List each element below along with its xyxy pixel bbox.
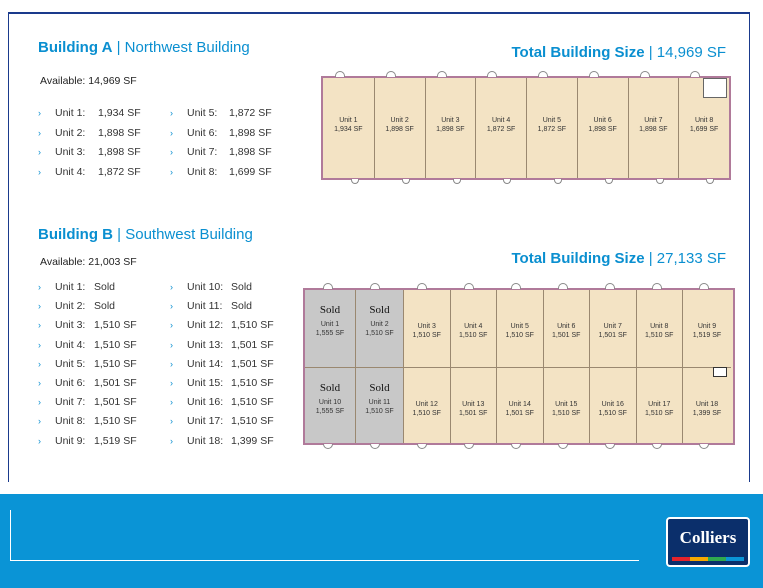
door-icon [690,71,700,77]
unit-label: Unit 2: [55,126,86,139]
unit-size: 1,399 SF [692,409,722,417]
unit-size: 1,510 SF [645,409,674,417]
unit-label: Unit 5: [187,107,218,119]
floor-plan-unit [628,78,679,178]
chevron-right-icon: › [38,339,41,350]
door-icon [335,71,345,77]
unit-value: 1,510 SF [231,377,274,389]
floor-plan-unit [589,367,636,444]
unit-label: Unit 12: [187,319,224,332]
unit-value: 1,510 SF [231,396,274,409]
sold-label: Sold [319,304,341,316]
door-icon [511,283,521,289]
unit-name: Unit 4 [464,323,483,330]
unit-size: 1,501 SF [459,409,488,417]
sold-label: Sold [319,381,341,394]
chevron-right-icon: › [170,378,173,388]
floor-plan-unit [403,290,450,367]
unit-label: Unit 11: [187,300,223,313]
unit-size: 1,510 SF [412,409,441,417]
unit-value: 1,510 SF [231,319,274,332]
chevron-right-icon: › [170,339,173,350]
chevron-right-icon: › [170,147,173,157]
unit-label: Unit 7: [55,396,86,409]
unit-value: Sold [231,300,253,313]
unit-name: Unit 18 [695,400,719,408]
unit-name: Unit 2 [370,321,389,328]
unit-name: Unit 7 [644,117,663,124]
unit-value: 1,872 SF [229,107,272,119]
unit-value: 1,510 SF [94,357,137,370]
unit-name: Unit 6 [557,323,576,330]
floor-plan-unit [355,367,403,444]
door-icon [417,283,427,289]
unit-label: Unit 14: [187,357,224,370]
unit-name: Unit 5 [542,117,562,124]
unit-value: 1,510 SF [94,415,137,428]
unit-value: Sold [231,281,253,293]
building-a-total-size: Total Building Size | 14,969 SF [511,44,726,61]
unit-name: Unit 16 [601,400,624,408]
unit-size: 1,510 SF [412,332,441,339]
unit-size: 1,510 SF [365,330,394,337]
door-icon [640,71,650,77]
unit-name: Unit 9 [697,323,717,330]
sold-label: Sold [369,304,390,316]
unit-value: 1,501 SF [231,357,274,370]
chevron-right-icon: › [38,397,41,408]
logo-stripe-segment [726,557,744,561]
unit-name: Unit 1 [320,321,340,328]
building-a-available: Available: 14,969 SF [40,75,137,87]
floor-plan-unit [323,78,374,178]
unit-label: Unit 15: [187,377,224,389]
chevron-right-icon: › [170,127,173,138]
chevron-right-icon: › [38,166,41,177]
unit-size: 1,934 SF [334,126,363,133]
unit-size: 1,898 SF [588,126,617,133]
unit-name: Unit 11 [368,398,391,406]
floor-plan-unit [496,290,543,367]
floor-plan-unit [543,367,590,444]
unit-label: Unit 6: [187,126,218,139]
unit-name: Unit 6 [593,117,612,124]
unit-label: Unit 1: [55,107,86,119]
unit-label: Unit 3: [55,146,86,158]
unit-value: Sold [94,300,116,313]
floor-plan-unit [355,290,403,367]
unit-name: Unit 5 [510,323,529,330]
unit-value: 1,519 SF [94,434,137,447]
floor-plan-unit [682,367,731,444]
unit-size: 1,519 SF [692,332,722,339]
unit-size: 1,555 SF [315,407,345,415]
unit-label: Unit 9: [55,434,86,447]
unit-name: Unit 12 [415,400,438,408]
unit-label: Unit 17: [187,415,224,428]
chevron-right-icon: › [170,358,173,369]
unit-label: Unit 1: [55,281,86,293]
unit-size: 1,872 SF [486,126,516,133]
unit-size: 1,872 SF [537,126,567,133]
unit-value: 1,501 SF [231,338,274,351]
unit-size: 1,510 SF [598,409,627,417]
floor-plan-unit [589,290,636,367]
unit-name: Unit 10 [318,398,342,406]
door-icon [652,283,662,289]
unit-name: Unit 8 [694,117,714,124]
logo-stripe-segment [708,557,726,561]
unit-name: Unit 4 [491,117,511,124]
unit-size: 1,501 SF [505,409,534,417]
unit-name: Unit 7 [603,323,622,330]
unit-label: Unit 5: [55,357,86,370]
unit-name: Unit 1 [339,117,358,124]
chevron-right-icon: › [38,416,41,427]
unit-label: Unit 4: [55,165,86,178]
unit-value: 1,898 SF [98,146,141,158]
unit-size: 1,510 SF [505,332,534,339]
floor-plan-unit [305,290,355,367]
floor-plan-unit [374,78,425,178]
chevron-right-icon: › [170,397,173,408]
floor-plan-unit [636,367,683,444]
unit-name: Unit 3 [417,323,436,330]
unit-size: 1,898 SF [385,126,414,133]
unit-size: 1,510 SF [552,409,581,417]
chevron-right-icon: › [38,108,41,118]
unit-name: Unit 17 [648,400,671,408]
unit-label: Unit 2: [55,300,86,313]
unit-label: Unit 13: [187,338,224,351]
unit-label: Unit 8: [55,415,86,428]
chevron-right-icon: › [170,320,173,331]
unit-value: 1,501 SF [94,377,137,389]
door-icon [453,179,461,184]
unit-size: 1,898 SF [639,126,668,133]
chevron-right-icon: › [170,166,173,177]
door-icon [437,71,447,77]
unit-label: Unit 8: [187,165,218,178]
chevron-right-icon: › [38,127,41,138]
unit-value: 1,898 SF [229,146,272,158]
chevron-right-icon: › [38,282,41,292]
chevron-right-icon: › [170,435,173,446]
door-icon [589,71,599,77]
floor-plan-unit [425,78,476,178]
door-icon [464,283,474,289]
unit-value: 1,501 SF [94,396,137,409]
unit-size: 1,555 SF [315,330,345,337]
electrical-icon [713,367,727,377]
unit-label: Unit 10: [187,281,224,293]
floor-plan-unit [450,290,497,367]
unit-name: Unit 2 [390,117,409,124]
floor-plan-unit [636,290,683,367]
door-icon [699,283,709,289]
unit-value: 1,510 SF [94,338,137,351]
unit-value: Sold [94,281,116,293]
unit-value: 1,898 SF [98,126,141,139]
chevron-right-icon: › [38,378,41,388]
door-icon [370,283,380,289]
floor-plan-unit [496,367,543,444]
floor-plan-unit [526,78,577,178]
chevron-right-icon: › [170,301,173,312]
unit-name: Unit 8 [650,323,669,330]
chevron-right-icon: › [170,108,173,118]
logo-text: Colliers [679,528,737,547]
unit-name: Unit 3 [441,117,460,124]
unit-size: 1,501 SF [552,332,581,339]
door-icon [605,283,615,289]
unit-name: Unit 13 [462,400,485,408]
unit-label: Unit 3: [55,319,86,332]
unit-size: 1,510 SF [365,407,394,415]
door-icon [558,283,568,289]
unit-value: 1,872 SF [98,165,141,178]
chevron-right-icon: › [38,435,41,446]
unit-value: 1,399 SF [231,434,274,447]
floor-plan-unit [305,367,355,444]
door-icon [386,71,396,77]
door-icon [323,283,333,289]
logo-stripe [672,557,744,561]
unit-label: Unit 6: [55,377,86,389]
unit-label: Unit 4: [55,338,86,351]
unit-label: Unit 16: [187,396,224,409]
unit-value: 1,699 SF [229,165,272,178]
building-a-title: Building A | Northwest Building [38,39,250,56]
unit-value: 1,510 SF [231,415,274,428]
building-b-title: Building B | Southwest Building [38,226,253,243]
unit-size: 1,510 SF [645,332,674,339]
colliers-logo[interactable] [666,517,750,567]
door-icon [538,71,548,77]
chevron-right-icon: › [38,147,41,157]
logo-stripe-segment [690,557,708,561]
unit-value: 1,510 SF [94,319,137,332]
unit-value: 1,934 SF [98,107,141,119]
unit-value: 1,898 SF [229,126,272,139]
floor-plan-unit [543,290,590,367]
floor-plan-unit [475,78,526,178]
unit-label: Unit 7: [187,146,218,158]
footer-panel [10,510,639,561]
floor-plan-unit [450,367,497,444]
unit-label: Unit 18: [187,434,224,447]
floor-plan-unit [577,78,628,178]
unit-name: Unit 14 [508,400,531,408]
chevron-right-icon: › [170,416,173,427]
chevron-right-icon: › [38,320,41,331]
chevron-right-icon: › [170,282,173,292]
unit-size: 1,501 SF [598,332,627,339]
unit-size: 1,898 SF [436,126,465,133]
chevron-right-icon: › [38,301,41,312]
unit-size: 1,699 SF [689,126,719,133]
sold-label: Sold [369,381,390,394]
floor-plan-unit [678,78,729,178]
building-b-total-size: Total Building Size | 27,133 SF [511,250,726,267]
building-b-available: Available: 21,003 SF [40,256,137,268]
door-icon [487,71,497,77]
unit-size: 1,510 SF [459,332,488,339]
door-icon [656,179,664,184]
floor-plan-unit [403,367,450,444]
chevron-right-icon: › [38,358,41,369]
footer-bar [0,494,763,588]
floor-plan-unit [682,290,731,367]
logo-stripe-segment [672,557,690,561]
unit-name: Unit 15 [555,400,578,408]
